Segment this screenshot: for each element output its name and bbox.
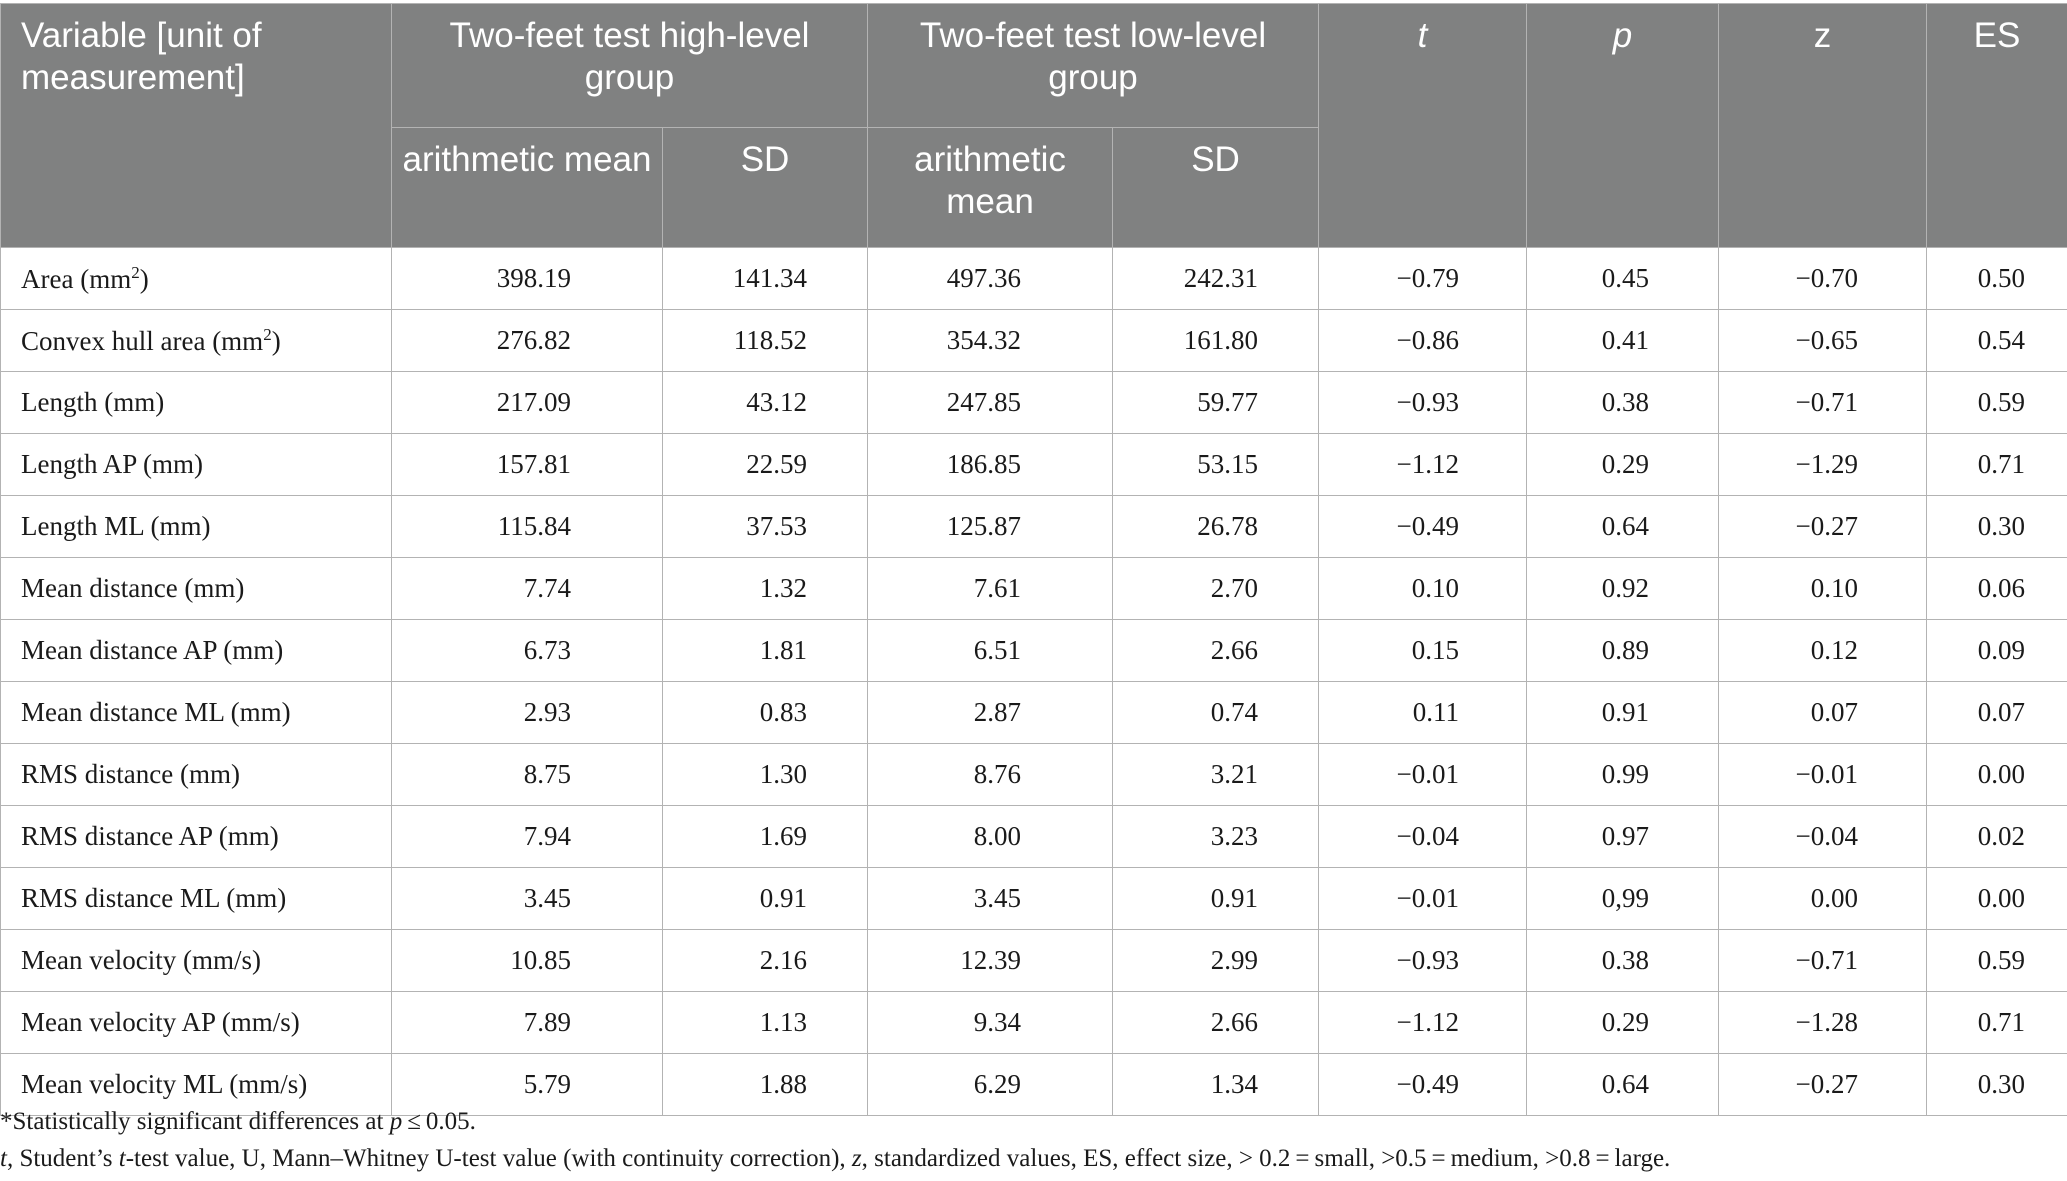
high-sd-cell: 43.12 [663,372,868,434]
high-mean-cell: 7.74 [392,558,663,620]
low-mean-cell: 6.51 [868,620,1113,682]
t-cell: −0.86 [1319,310,1527,372]
high-mean-cell: 7.89 [392,992,663,1054]
variable-cell [1,434,392,496]
table-row [1,248,2067,310]
t-cell: −0.93 [1319,372,1527,434]
z-cell: −1.28 [1719,992,1927,1054]
low-sd-cell: 3.23 [1113,806,1319,868]
t-cell: −0.49 [1319,1054,1527,1116]
p-cell: 0.99 [1527,744,1719,806]
footnote-2-z-symbol: z [851,1145,862,1172]
z-cell: 0.00 [1719,868,1927,930]
variable-label: Length AP (mm) [21,449,203,479]
low-mean-cell: 125.87 [868,496,1113,558]
footnote-2-t-symbol-2: t [118,1145,126,1172]
es-cell: 0.00 [1927,744,2067,806]
t-cell: 0.10 [1319,558,1527,620]
high-mean-cell: 6.73 [392,620,663,682]
variable-cell [1,496,392,558]
t-cell: 0.15 [1319,620,1527,682]
z-cell: −0.65 [1719,310,1927,372]
high-mean-cell: 276.82 [392,310,663,372]
high-sd-cell: 37.53 [663,496,868,558]
variable-cell [1,930,392,992]
high-sd-cell: 118.52 [663,310,868,372]
low-mean-cell: 8.76 [868,744,1113,806]
z-cell: −0.71 [1719,930,1927,992]
variable-label: Mean distance (mm) [21,573,245,603]
header-group-high: Two-feet test high-level group [392,4,868,128]
low-sd-cell: 1.34 [1113,1054,1319,1116]
variable-cell [1,868,392,930]
p-cell: 0.29 [1527,434,1719,496]
footnote-2-text-c: , standardized values, ES, effect size, > 0.2 = small, >0.5 = medium, >0.8 = large. [861,1145,1671,1172]
z-cell: 0.12 [1719,620,1927,682]
header-group-low: Two-feet test low-level group [868,4,1319,128]
es-cell: 0.06 [1927,558,2067,620]
header-es: ES [1927,4,2067,248]
es-cell: 0.02 [1927,806,2067,868]
header-t: t [1319,4,1527,248]
low-mean-cell: 2.87 [868,682,1113,744]
high-sd-cell: 1.88 [663,1054,868,1116]
table-row [1,496,2067,558]
variable-label: Convex hull area (mm [21,325,264,356]
low-mean-cell: 7.61 [868,558,1113,620]
es-cell: 0.71 [1927,992,2067,1054]
z-cell: −0.71 [1719,372,1927,434]
z-cell: −0.04 [1719,806,1927,868]
low-mean-cell: 6.29 [868,1054,1113,1116]
low-mean-cell: 12.39 [868,930,1113,992]
low-sd-cell: 3.21 [1113,744,1319,806]
table-header [1,4,2067,248]
high-sd-cell: 1.32 [663,558,868,620]
variable-label: RMS distance AP (mm) [21,821,279,851]
table-row [1,992,2067,1054]
variable-label-tail: ) [271,325,281,356]
footnote-abbreviations [0,1144,2067,1174]
footnote-1-text-a: *Statistically significant differences at [0,1108,390,1135]
es-cell: 0.00 [1927,868,2067,930]
low-mean-cell: 3.45 [868,868,1113,930]
footnote-2-text-a: , Student’s [6,1145,119,1172]
high-sd-cell: 1.30 [663,744,868,806]
low-sd-cell: 0.74 [1113,682,1319,744]
low-sd-cell: 242.31 [1113,248,1319,310]
high-mean-cell: 10.85 [392,930,663,992]
table-row [1,868,2067,930]
table-row [1,806,2067,868]
p-cell: 0.89 [1527,620,1719,682]
z-cell: 0.10 [1719,558,1927,620]
t-cell: −1.12 [1319,434,1527,496]
es-cell: 0.07 [1927,682,2067,744]
high-mean-cell: 7.94 [392,806,663,868]
high-mean-cell: 398.19 [392,248,663,310]
high-mean-cell: 3.45 [392,868,663,930]
p-cell: 0.29 [1527,992,1719,1054]
es-cell: 0.09 [1927,620,2067,682]
header-high-mean: arithmetic mean [392,128,663,248]
low-sd-cell: 2.99 [1113,930,1319,992]
footnote-significance [0,1107,2067,1137]
header-low-mean: arithmetic mean [868,128,1113,248]
table-row [1,930,2067,992]
high-sd-cell: 2.16 [663,930,868,992]
z-cell: −0.01 [1719,744,1927,806]
variable-cell [1,558,392,620]
header-p: p [1527,4,1719,248]
footnote-2-t-symbol: t [0,1145,7,1172]
variable-cell [1,248,392,310]
table-row [1,620,2067,682]
table-row [1,744,2067,806]
low-mean-cell: 186.85 [868,434,1113,496]
footnote-1-p-symbol: p [389,1108,403,1135]
variable-label: RMS distance ML (mm) [21,883,287,913]
low-mean-cell: 247.85 [868,372,1113,434]
z-cell: 0.07 [1719,682,1927,744]
es-cell: 0.59 [1927,372,2067,434]
p-cell: 0,99 [1527,868,1719,930]
t-cell: −0.49 [1319,496,1527,558]
low-sd-cell: 2.66 [1113,620,1319,682]
low-mean-cell: 354.32 [868,310,1113,372]
z-cell: −0.70 [1719,248,1927,310]
es-cell: 0.50 [1927,248,2067,310]
z-cell: −1.29 [1719,434,1927,496]
statistics-table [0,3,2067,1116]
t-cell: −0.04 [1319,806,1527,868]
es-cell: 0.59 [1927,930,2067,992]
z-cell: −0.27 [1719,496,1927,558]
low-sd-cell: 59.77 [1113,372,1319,434]
variable-label: Area (mm [21,263,132,294]
table-row [1,434,2067,496]
low-sd-cell: 26.78 [1113,496,1319,558]
es-cell: 0.30 [1927,1054,2067,1116]
low-sd-cell: 2.66 [1113,992,1319,1054]
p-cell: 0.45 [1527,248,1719,310]
high-sd-cell: 0.91 [663,868,868,930]
low-sd-cell: 0.91 [1113,868,1319,930]
low-sd-cell: 161.80 [1113,310,1319,372]
header-z: z [1719,4,1927,248]
high-mean-cell: 217.09 [392,372,663,434]
variable-label: Mean velocity AP (mm/s) [21,1007,300,1037]
t-cell: −0.01 [1319,868,1527,930]
variable-cell [1,806,392,868]
variable-label: Length (mm) [21,387,165,417]
t-cell: −0.79 [1319,248,1527,310]
t-cell: −0.93 [1319,930,1527,992]
es-cell: 0.30 [1927,496,2067,558]
variable-cell [1,310,392,372]
unit-superscript: 2 [131,262,140,282]
table-row [1,558,2067,620]
p-cell: 0.91 [1527,682,1719,744]
variable-label: RMS distance (mm) [21,759,240,789]
table-body [1,248,2067,1116]
unit-superscript: 2 [263,324,272,344]
es-cell: 0.54 [1927,310,2067,372]
high-mean-cell: 8.75 [392,744,663,806]
t-cell: 0.11 [1319,682,1527,744]
es-cell: 0.71 [1927,434,2067,496]
high-mean-cell: 115.84 [392,496,663,558]
variable-label: Mean distance ML (mm) [21,697,291,727]
table-row [1,310,2067,372]
t-cell: −0.01 [1319,744,1527,806]
high-mean-cell: 157.81 [392,434,663,496]
table-row [1,682,2067,744]
low-mean-cell: 9.34 [868,992,1113,1054]
p-cell: 0.64 [1527,496,1719,558]
p-cell: 0.92 [1527,558,1719,620]
high-sd-cell: 141.34 [663,248,868,310]
high-sd-cell: 0.83 [663,682,868,744]
low-sd-cell: 2.70 [1113,558,1319,620]
high-mean-cell: 2.93 [392,682,663,744]
p-cell: 0.38 [1527,930,1719,992]
table-row [1,372,2067,434]
variable-label: Length ML (mm) [21,511,211,541]
high-sd-cell: 22.59 [663,434,868,496]
p-cell: 0.41 [1527,310,1719,372]
footnote-2-text-b: -test value, U, Mann–Whitney U-test value (with continuity correction), [125,1145,852,1172]
t-cell: −1.12 [1319,992,1527,1054]
high-sd-cell: 1.81 [663,620,868,682]
high-sd-cell: 1.13 [663,992,868,1054]
p-cell: 0.97 [1527,806,1719,868]
low-mean-cell: 8.00 [868,806,1113,868]
footnote-1-text-b: ≤ 0.05. [402,1108,476,1135]
header-low-sd: SD [1113,128,1319,248]
variable-label: Mean velocity ML (mm/s) [21,1069,308,1099]
header-row-1 [1,4,2067,128]
variable-label: Mean distance AP (mm) [21,635,284,665]
variable-cell [1,620,392,682]
p-cell: 0.64 [1527,1054,1719,1116]
variable-cell [1,992,392,1054]
low-mean-cell: 497.36 [868,248,1113,310]
z-cell: −0.27 [1719,1054,1927,1116]
variable-label: Mean velocity (mm/s) [21,945,261,975]
variable-label-tail: ) [139,263,149,294]
variable-cell [1,372,392,434]
header-high-sd: SD [663,128,868,248]
p-cell: 0.38 [1527,372,1719,434]
variable-cell [1,744,392,806]
low-sd-cell: 53.15 [1113,434,1319,496]
high-sd-cell: 1.69 [663,806,868,868]
header-variable: Variable [unit of measurement] [1,4,392,248]
variable-cell [1,682,392,744]
high-mean-cell: 5.79 [392,1054,663,1116]
